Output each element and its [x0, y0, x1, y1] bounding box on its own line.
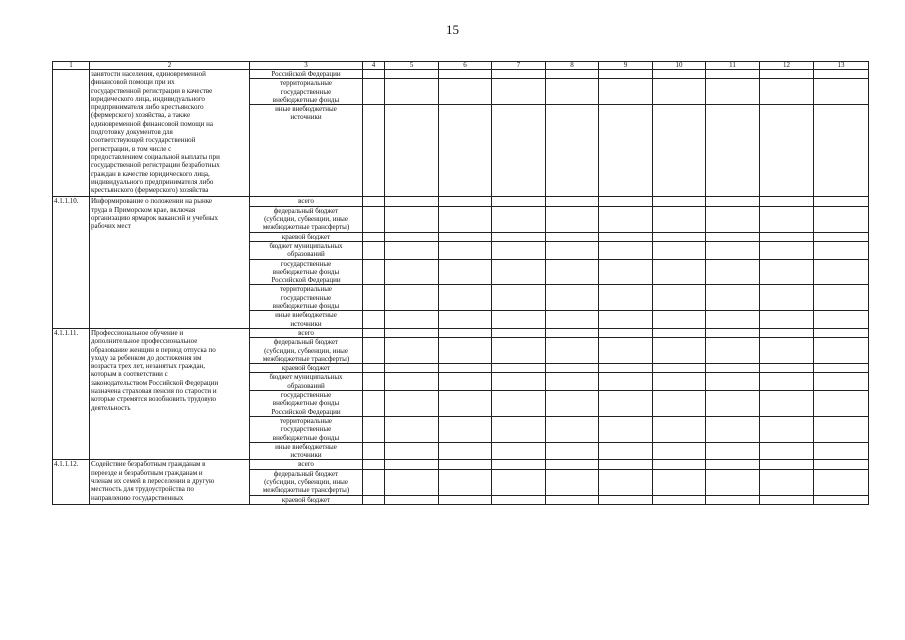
funding-source: Российской Федерации: [250, 70, 363, 79]
value-cell-col-11: [706, 285, 760, 311]
value-cell-col-5: [385, 442, 439, 460]
value-cell-col-11: [706, 197, 760, 206]
value-cell-col-9: [599, 460, 653, 469]
funding-source: федеральный бюджет (субсидии, субвенции, иные межбюджетные трансферты): [250, 469, 363, 495]
value-cell-col-10: [653, 469, 706, 495]
value-cell-col-8: [546, 206, 599, 232]
value-cell-col-5: [385, 469, 439, 495]
value-cell-col-6: [439, 495, 492, 504]
value-cell-col-9: [599, 416, 653, 442]
value-cell-col-12: [760, 391, 814, 417]
value-cell-col-10: [653, 105, 706, 197]
funding-source: федеральный бюджет (субсидии, субвенции, иные межбюджетные трансферты): [250, 338, 363, 364]
value-cell-col-9: [599, 232, 653, 241]
value-cell-col-5: [385, 311, 439, 329]
value-cell-col-7: [492, 442, 546, 460]
value-cell-col-7: [492, 416, 546, 442]
value-cell-col-12: [760, 79, 814, 105]
value-cell-col-11: [706, 70, 760, 79]
value-cell-col-7: [492, 285, 546, 311]
column-header: 2: [90, 62, 250, 70]
value-cell-col-9: [599, 285, 653, 311]
column-header: 5: [385, 62, 439, 70]
value-cell-col-12: [760, 460, 814, 469]
value-cell-col-11: [706, 338, 760, 364]
value-cell-col-6: [439, 259, 492, 285]
item-description: Содействие безработным гражданам в переезде и безработным гражданам и членам их семей в переселении в другую местность для трудоустройства по направлению государственных: [90, 460, 250, 504]
value-cell-col-8: [546, 70, 599, 79]
value-cell-col-7: [492, 391, 546, 417]
table-row: [53, 197, 869, 206]
item-description: Профессиональное обучение и дополнительное профессиональное образование женщин в период отпуска по уходу за ребенком до достижения им возраста трех лет, незанятых граждан, которым в соответствии с законодательством Российской Федерации назначена страховая пенсия по старости и которые стремятся возобновить трудовую деятельность: [90, 328, 250, 459]
value-cell-col-10: [653, 495, 706, 504]
value-cell-col-12: [760, 241, 814, 259]
value-cell-col-7: [492, 79, 546, 105]
value-cell-col-4: [363, 416, 385, 442]
value-cell-col-13: [814, 197, 869, 206]
value-cell-col-11: [706, 495, 760, 504]
value-cell-col-13: [814, 105, 869, 197]
value-cell-col-5: [385, 197, 439, 206]
value-cell-col-11: [706, 105, 760, 197]
column-header: 8: [546, 62, 599, 70]
value-cell-col-11: [706, 241, 760, 259]
value-cell-col-12: [760, 197, 814, 206]
value-cell-col-4: [363, 495, 385, 504]
funding-source: государственные внебюджетные фонды Российской Федерации: [250, 259, 363, 285]
funding-source: краевой бюджет: [250, 495, 363, 504]
value-cell-col-4: [363, 469, 385, 495]
item-description: Информирование о положении на рынке труда в Приморском крае, включая организацию ярмарок вакансий и учебных рабочих мест: [90, 197, 250, 328]
value-cell-col-12: [760, 328, 814, 337]
value-cell-col-5: [385, 391, 439, 417]
value-cell-col-11: [706, 391, 760, 417]
value-cell-col-4: [363, 259, 385, 285]
value-cell-col-8: [546, 469, 599, 495]
value-cell-col-7: [492, 338, 546, 364]
budget-table: [52, 61, 869, 505]
value-cell-col-10: [653, 391, 706, 417]
value-cell-col-13: [814, 311, 869, 329]
value-cell-col-8: [546, 460, 599, 469]
value-cell-col-4: [363, 285, 385, 311]
value-cell-col-12: [760, 259, 814, 285]
value-cell-col-13: [814, 364, 869, 373]
value-cell-col-8: [546, 259, 599, 285]
value-cell-col-6: [439, 416, 492, 442]
value-cell-col-9: [599, 442, 653, 460]
funding-source: всего: [250, 328, 363, 337]
column-header: 11: [706, 62, 760, 70]
value-cell-col-8: [546, 338, 599, 364]
value-cell-col-10: [653, 442, 706, 460]
value-cell-col-4: [363, 79, 385, 105]
value-cell-col-8: [546, 495, 599, 504]
value-cell-col-13: [814, 232, 869, 241]
value-cell-col-11: [706, 373, 760, 391]
value-cell-col-6: [439, 338, 492, 364]
value-cell-col-8: [546, 105, 599, 197]
value-cell-col-11: [706, 364, 760, 373]
value-cell-col-11: [706, 416, 760, 442]
value-cell-col-9: [599, 197, 653, 206]
value-cell-col-13: [814, 70, 869, 79]
funding-source: краевой бюджет: [250, 232, 363, 241]
value-cell-col-13: [814, 241, 869, 259]
value-cell-col-6: [439, 442, 492, 460]
value-cell-col-9: [599, 241, 653, 259]
value-cell-col-8: [546, 311, 599, 329]
value-cell-col-10: [653, 285, 706, 311]
column-header: 12: [760, 62, 814, 70]
value-cell-col-10: [653, 206, 706, 232]
page-number: 15: [446, 22, 459, 37]
value-cell-col-4: [363, 105, 385, 197]
value-cell-col-10: [653, 364, 706, 373]
funding-source: бюджет муниципальных образований: [250, 241, 363, 259]
value-cell-col-5: [385, 206, 439, 232]
value-cell-col-9: [599, 206, 653, 232]
value-cell-col-8: [546, 364, 599, 373]
value-cell-col-10: [653, 338, 706, 364]
value-cell-col-7: [492, 469, 546, 495]
value-cell-col-6: [439, 460, 492, 469]
table-row: [53, 328, 869, 337]
value-cell-col-12: [760, 364, 814, 373]
value-cell-col-6: [439, 469, 492, 495]
value-cell-col-9: [599, 328, 653, 337]
value-cell-col-9: [599, 391, 653, 417]
value-cell-col-5: [385, 328, 439, 337]
value-cell-col-12: [760, 469, 814, 495]
value-cell-col-8: [546, 197, 599, 206]
value-cell-col-6: [439, 285, 492, 311]
value-cell-col-4: [363, 70, 385, 79]
value-cell-col-11: [706, 79, 760, 105]
value-cell-col-9: [599, 70, 653, 79]
column-header: 1: [53, 62, 90, 70]
value-cell-col-6: [439, 79, 492, 105]
table-row: [53, 70, 869, 79]
value-cell-col-8: [546, 373, 599, 391]
value-cell-col-4: [363, 442, 385, 460]
value-cell-col-12: [760, 285, 814, 311]
value-cell-col-13: [814, 373, 869, 391]
value-cell-col-8: [546, 285, 599, 311]
funding-source: всего: [250, 197, 363, 206]
value-cell-col-4: [363, 232, 385, 241]
value-cell-col-5: [385, 241, 439, 259]
column-header: 10: [653, 62, 706, 70]
value-cell-col-4: [363, 373, 385, 391]
value-cell-col-4: [363, 364, 385, 373]
value-cell-col-11: [706, 442, 760, 460]
funding-source: территориальные государственные внебюджетные фонды: [250, 416, 363, 442]
value-cell-col-12: [760, 105, 814, 197]
value-cell-col-7: [492, 259, 546, 285]
value-cell-col-10: [653, 373, 706, 391]
column-number-row: [53, 62, 869, 70]
value-cell-col-13: [814, 259, 869, 285]
value-cell-col-6: [439, 105, 492, 197]
value-cell-col-10: [653, 197, 706, 206]
value-cell-col-7: [492, 70, 546, 79]
funding-source: краевой бюджет: [250, 364, 363, 373]
value-cell-col-5: [385, 79, 439, 105]
value-cell-col-12: [760, 416, 814, 442]
value-cell-col-13: [814, 469, 869, 495]
value-cell-col-8: [546, 328, 599, 337]
value-cell-col-8: [546, 232, 599, 241]
value-cell-col-7: [492, 328, 546, 337]
value-cell-col-13: [814, 416, 869, 442]
value-cell-col-12: [760, 70, 814, 79]
value-cell-col-8: [546, 442, 599, 460]
funding-source: бюджет муниципальных образований: [250, 373, 363, 391]
value-cell-col-10: [653, 241, 706, 259]
value-cell-col-11: [706, 259, 760, 285]
item-description: занятости населения, единовременной финансовой помощи при их государственной регистрации в качестве юридического лица, индивидуального предпринимателя либо крестьянского (фермерского) хозяйства, а также единовременной финансовой помощи на подготовку документов для соответствующей государственной регистрации, в том числе с предоставлением социальной выплаты при государственной регистрации безработных граждан в качестве юридического лица, индивидуального предпринимателя либо крестьянского (фермерского) хозяйства: [90, 70, 250, 197]
value-cell-col-10: [653, 79, 706, 105]
value-cell-col-12: [760, 311, 814, 329]
value-cell-col-13: [814, 206, 869, 232]
value-cell-col-6: [439, 197, 492, 206]
funding-source: территориальные государственные внебюджетные фонды: [250, 285, 363, 311]
value-cell-col-9: [599, 469, 653, 495]
funding-source: территориальные государственные внебюджетные фонды: [250, 79, 363, 105]
value-cell-col-10: [653, 328, 706, 337]
value-cell-col-9: [599, 364, 653, 373]
value-cell-col-8: [546, 391, 599, 417]
value-cell-col-10: [653, 416, 706, 442]
value-cell-col-7: [492, 197, 546, 206]
value-cell-col-6: [439, 70, 492, 79]
value-cell-col-5: [385, 70, 439, 79]
value-cell-col-4: [363, 197, 385, 206]
value-cell-col-10: [653, 311, 706, 329]
value-cell-col-8: [546, 79, 599, 105]
value-cell-col-10: [653, 70, 706, 79]
value-cell-col-6: [439, 206, 492, 232]
funding-source: всего: [250, 460, 363, 469]
column-header: 13: [814, 62, 869, 70]
item-code: [53, 70, 90, 197]
value-cell-col-9: [599, 259, 653, 285]
value-cell-col-13: [814, 79, 869, 105]
value-cell-col-5: [385, 232, 439, 241]
value-cell-col-12: [760, 373, 814, 391]
item-code: 4.1.1.12.: [53, 460, 90, 504]
value-cell-col-6: [439, 311, 492, 329]
value-cell-col-11: [706, 311, 760, 329]
value-cell-col-7: [492, 311, 546, 329]
column-header: 7: [492, 62, 546, 70]
value-cell-col-4: [363, 460, 385, 469]
value-cell-col-5: [385, 259, 439, 285]
value-cell-col-5: [385, 460, 439, 469]
value-cell-col-6: [439, 232, 492, 241]
value-cell-col-13: [814, 285, 869, 311]
value-cell-col-13: [814, 495, 869, 504]
value-cell-col-7: [492, 364, 546, 373]
value-cell-col-11: [706, 206, 760, 232]
item-code: 4.1.1.11.: [53, 328, 90, 459]
value-cell-col-7: [492, 105, 546, 197]
value-cell-col-4: [363, 241, 385, 259]
value-cell-col-10: [653, 259, 706, 285]
value-cell-col-6: [439, 328, 492, 337]
value-cell-col-8: [546, 241, 599, 259]
value-cell-col-7: [492, 495, 546, 504]
value-cell-col-7: [492, 241, 546, 259]
value-cell-col-9: [599, 338, 653, 364]
value-cell-col-13: [814, 460, 869, 469]
value-cell-col-5: [385, 105, 439, 197]
value-cell-col-11: [706, 469, 760, 495]
value-cell-col-13: [814, 442, 869, 460]
value-cell-col-7: [492, 460, 546, 469]
column-header: 3: [250, 62, 363, 70]
value-cell-col-4: [363, 328, 385, 337]
funding-source: иные внебюджетные источники: [250, 442, 363, 460]
value-cell-col-13: [814, 391, 869, 417]
funding-source: иные внебюджетные источники: [250, 311, 363, 329]
value-cell-col-13: [814, 338, 869, 364]
value-cell-col-6: [439, 391, 492, 417]
value-cell-col-5: [385, 416, 439, 442]
value-cell-col-10: [653, 232, 706, 241]
table-row: [53, 460, 869, 469]
value-cell-col-9: [599, 311, 653, 329]
value-cell-col-13: [814, 328, 869, 337]
value-cell-col-12: [760, 232, 814, 241]
value-cell-col-6: [439, 364, 492, 373]
value-cell-col-12: [760, 338, 814, 364]
column-header: 4: [363, 62, 385, 70]
value-cell-col-5: [385, 338, 439, 364]
value-cell-col-5: [385, 495, 439, 504]
value-cell-col-9: [599, 373, 653, 391]
value-cell-col-7: [492, 373, 546, 391]
value-cell-col-4: [363, 206, 385, 232]
funding-source: федеральный бюджет (субсидии, субвенции, иные межбюджетные трансферты): [250, 206, 363, 232]
funding-source: государственные внебюджетные фонды Российской Федерации: [250, 391, 363, 417]
value-cell-col-12: [760, 495, 814, 504]
value-cell-col-4: [363, 311, 385, 329]
value-cell-col-7: [492, 232, 546, 241]
value-cell-col-5: [385, 364, 439, 373]
column-header: 9: [599, 62, 653, 70]
value-cell-col-8: [546, 416, 599, 442]
value-cell-col-11: [706, 328, 760, 337]
value-cell-col-12: [760, 206, 814, 232]
value-cell-col-7: [492, 206, 546, 232]
item-code: 4.1.1.10.: [53, 197, 90, 328]
value-cell-col-12: [760, 442, 814, 460]
value-cell-col-5: [385, 373, 439, 391]
value-cell-col-9: [599, 105, 653, 197]
value-cell-col-4: [363, 338, 385, 364]
column-header: 6: [439, 62, 492, 70]
value-cell-col-9: [599, 79, 653, 105]
value-cell-col-11: [706, 232, 760, 241]
value-cell-col-4: [363, 391, 385, 417]
value-cell-col-5: [385, 285, 439, 311]
value-cell-col-6: [439, 241, 492, 259]
value-cell-col-10: [653, 460, 706, 469]
value-cell-col-11: [706, 460, 760, 469]
table-body: [53, 70, 869, 505]
value-cell-col-6: [439, 373, 492, 391]
value-cell-col-9: [599, 495, 653, 504]
funding-source: иные внебюджетные источники: [250, 105, 363, 197]
